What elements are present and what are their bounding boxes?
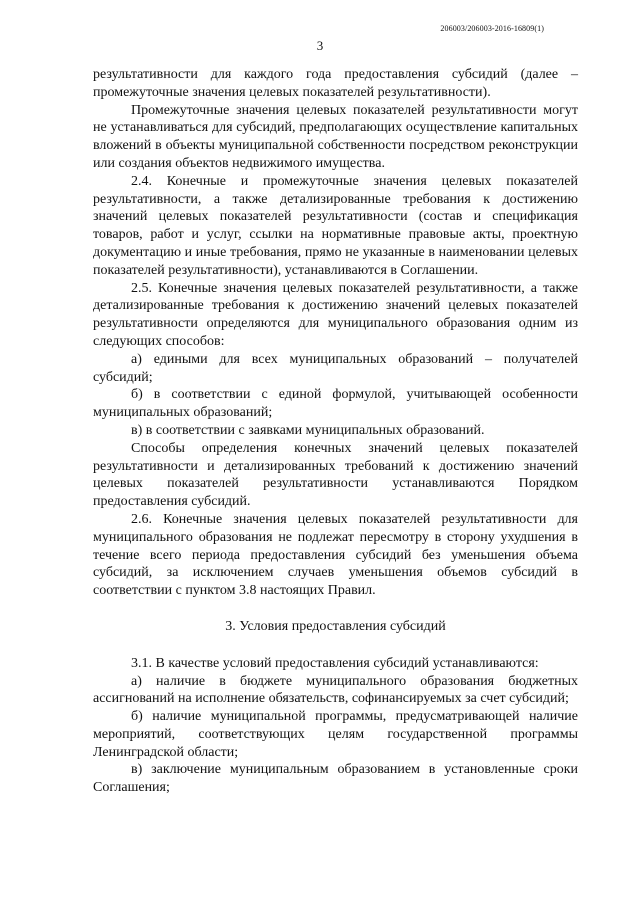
list-item: в) заключение муниципальным образованием в установленные сроки Соглашения; — [93, 762, 578, 796]
paragraph: Промежуточные значения целевых показателей результативности могут не устанавливаться для субсидий, предполагающих осуществление капитальных вложений в объекты муниципальной собственности посредством реконструкции или создания объектов недвижимого имущества. — [93, 102, 578, 171]
paragraph: 2.6. Конечные значения целевых показателей результативности для муниципального образования не подлежат пересмотру в сторону ухудшения в течение всего периода предоставления субсидий без уменьшения объема субсидий, за исключением случаев уменьшения объемов субсидий в соответствии с пунктом 3.8 настоящих Правил. — [93, 511, 578, 599]
list-item: в) в соответствии с заявками муниципальных образований. — [131, 422, 485, 438]
section-heading: 3. Условия предоставления субсидий — [225, 618, 446, 634]
paragraph: 2.4. Конечные и промежуточные значения целевых показателей результативности, а также детализированные требования к достижению значений целевых показателей результативности (состав и спецификация товаров, работ и услуг, ссылки на нормативные правовые акты, проектную документацию и иные требования, прямо не указанные в наименовании целевых показателей результативности), устанавливаются в Соглашении. — [93, 173, 578, 278]
document-id: 206003/206003-2016-16809(1) — [440, 24, 544, 33]
page-number: 3 — [316, 38, 324, 53]
list-item: б) в соответствии с единой формулой, учитывающей особенности муниципальных образований; — [93, 387, 578, 421]
paragraph: результативности для каждого года предоставления субсидий (далее – промежуточные значения целевых показателей результативности). — [93, 67, 578, 100]
paragraph: Способы определения конечных значений целевых показателей результативности и детализированных требований к достижению значений целевых показателей результативности устанавливаются Порядком предоставления субсидий. — [93, 440, 578, 510]
list-item: а) едиными для всех муниципальных образований – получателей субсидий; — [93, 351, 578, 385]
document-body — [93, 66, 578, 797]
paragraph: 2.5. Конечные значения целевых показателей результативности, а также детализированные требования к достижению значений целевых показателей результативности определяются для муниципального образования одним из следующих способов: — [93, 280, 578, 349]
list-item: а) наличие в бюджете муниципального образования бюджетных ассигнований на исполнение обязательств, софинансируемых за счет субсидий; — [93, 673, 578, 707]
paragraph: 3.1. В качестве условий предоставления субсидий устанавливаются: — [131, 655, 539, 671]
list-item: б) наличие муниципальной программы, предусматривающей наличие мероприятий, соответствующих целям государственной программы Ленинградской области; — [93, 709, 578, 760]
